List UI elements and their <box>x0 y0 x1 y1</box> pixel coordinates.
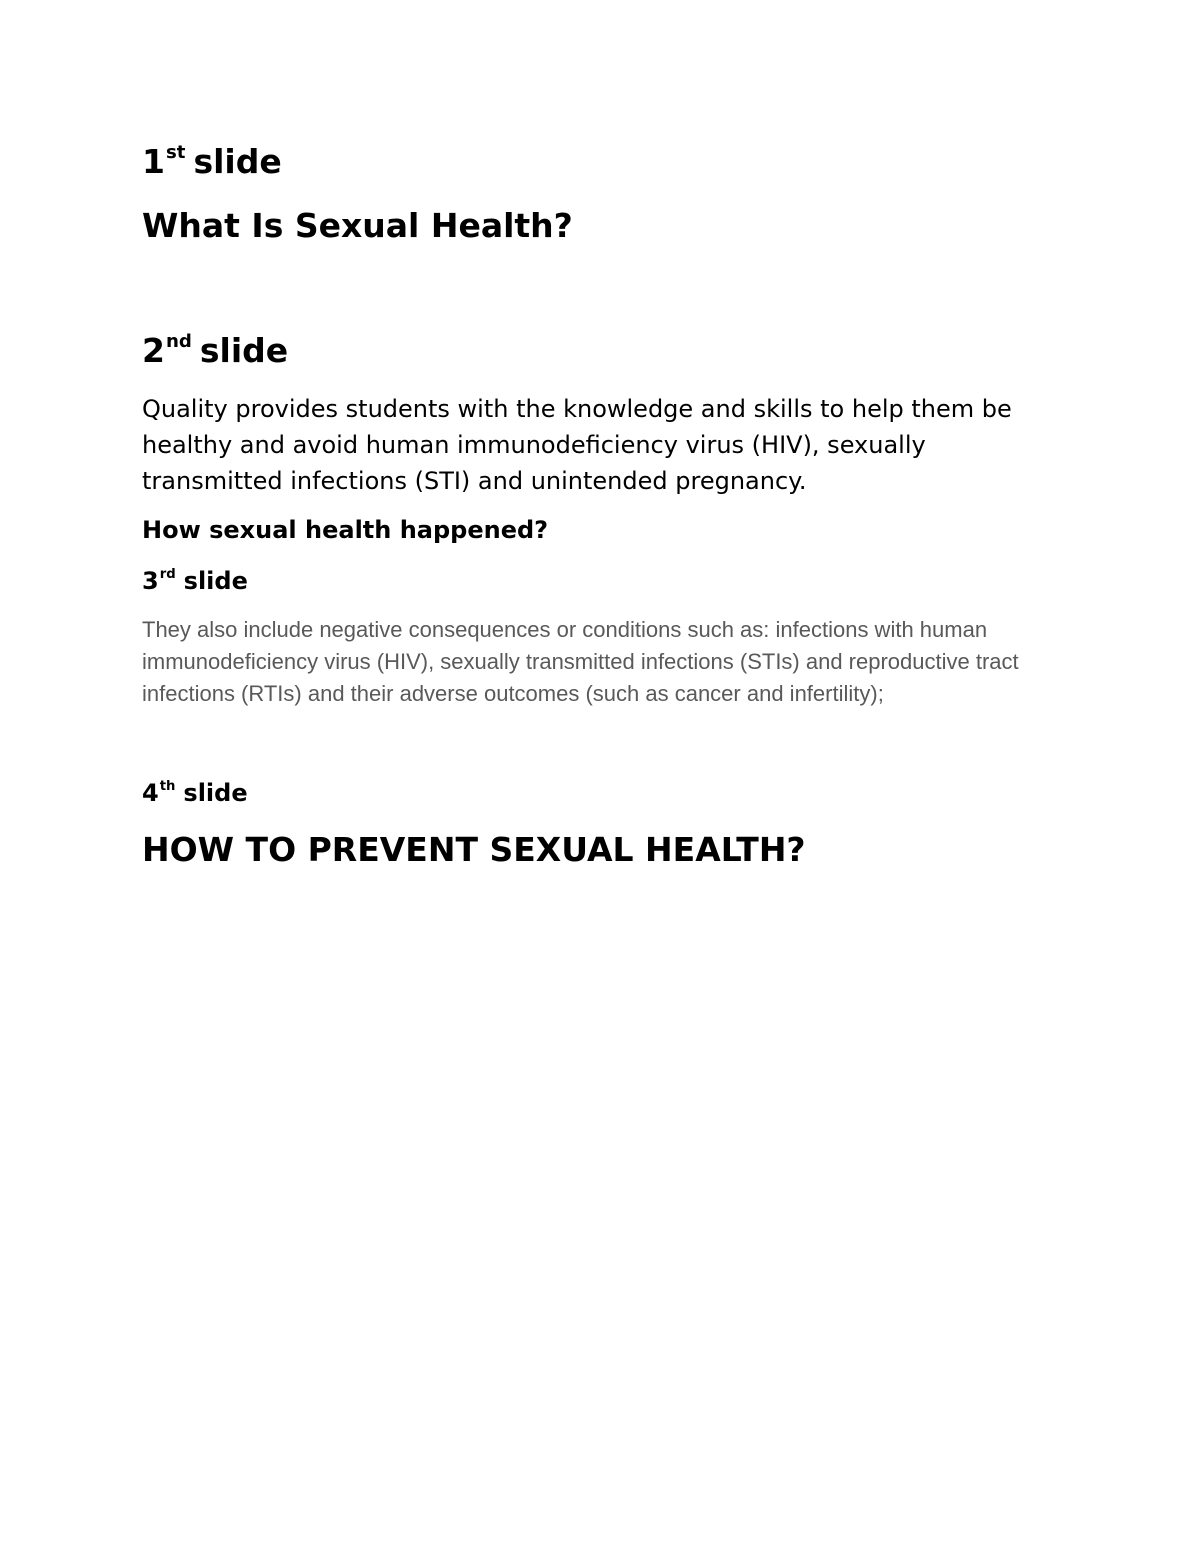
slide-2-subheading: How sexual health happened? <box>142 516 549 544</box>
slide-3-ordinal: rd <box>159 566 176 582</box>
slide-2-paragraph: Quality provides students with the knowledge and skills to help them be healthy and avoid human immunodeficiency virus (HIV), sexually transmitted infections (STI) and unintended pregnancy. <box>142 395 1012 495</box>
slide-4-heading <box>142 778 248 813</box>
slide-2-heading <box>142 331 288 377</box>
slide-4-number: 4 <box>142 779 159 807</box>
slide-1-heading <box>142 142 282 188</box>
slide-2-number: 2 <box>142 331 165 370</box>
slide-4-ordinal: th <box>159 778 176 794</box>
slide-4-title: HOW TO PREVENT SEXUAL HEALTH? <box>142 830 806 869</box>
slide-2-word: slide <box>199 331 289 370</box>
slide-3-paragraph: They also include negative consequences or conditions such as: infections with human immunodeficiency virus (HIV), sexually transmitted infections (STIs) and reproductive tract infections (RTIs) and their adverse outcomes (such as cancer and infertility); <box>142 617 1019 706</box>
slide-3-heading <box>142 566 248 601</box>
slide-1-title: What Is Sexual Health? <box>142 206 573 245</box>
slide-3-number: 3 <box>142 567 159 595</box>
slide-1-word: slide <box>193 142 282 181</box>
slide-2-ordinal: nd <box>165 330 192 352</box>
slide-1-ordinal: st <box>165 141 186 163</box>
slide-1-number: 1 <box>142 142 165 181</box>
slide-3-word: slide <box>183 567 248 595</box>
slide-4-word: slide <box>183 779 248 807</box>
